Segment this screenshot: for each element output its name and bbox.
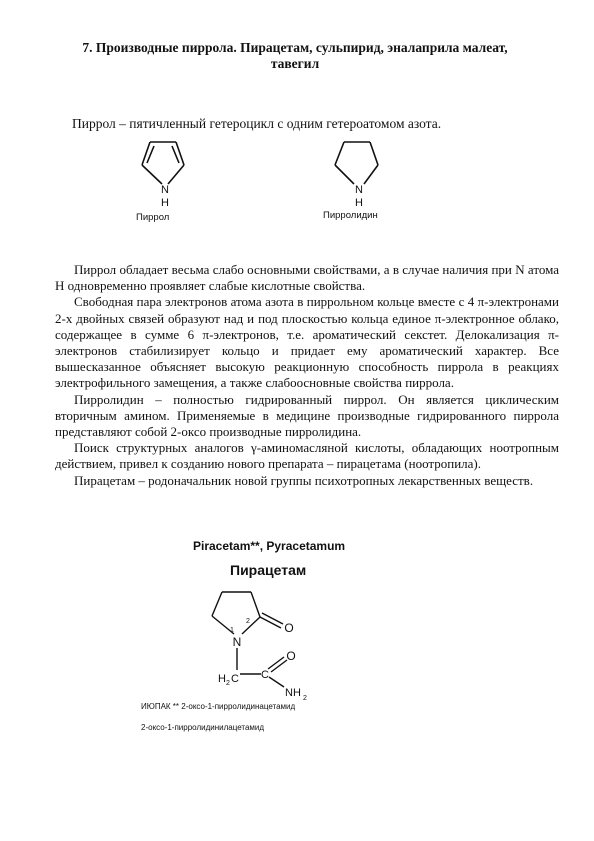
pyrrolidine-structure xyxy=(326,136,396,216)
paragraph: Пирролидин – полностью гидрированный пиррол. Он является циклическим вторичным амином. Применяемые в медицине производные гидрированного пиррола представляют собой 2-оксо производные пирролидина. xyxy=(55,391,559,440)
piracetam-nh2-subscript: 2 xyxy=(303,695,307,702)
paragraph: Пиррол обладает весьма слабо основными свойствами, а в случае наличия при N атома Н одновременно проявляет слабые кислотные свойства. xyxy=(55,262,559,294)
intro-text: Пиррол – пятичленный гетероцикл с одним гетероатомом азота. xyxy=(72,116,442,131)
iupac-name: ИЮПАК ** 2-оксо-1-пирролидинацетамид xyxy=(141,702,296,711)
piracetam-number-2: 2 xyxy=(246,618,250,625)
drug-latin-name: Piracetam**, Pyracetamum xyxy=(193,539,346,553)
drug-russian-name: Пирацетам xyxy=(230,562,307,578)
pyrrolidine-h-label: H xyxy=(355,197,363,209)
page-title: 7. Производные пиррола. Пирацетам, сульпирид, эналаприла малеат, тавегил xyxy=(82,40,508,71)
piracetam-ch2-subscript: 2 xyxy=(226,680,230,687)
piracetam-structure xyxy=(196,584,326,704)
pyrrole-caption: Пиррол xyxy=(136,212,170,223)
piracetam-ring-o-label: O xyxy=(284,621,294,635)
piracetam-ch2-h-label: H xyxy=(218,673,226,685)
piracetam-ch2-c-label: C xyxy=(231,673,239,685)
pyrrole-structure xyxy=(132,136,202,216)
piracetam-number-1: 1 xyxy=(230,627,234,634)
piracetam-nh-label: NH xyxy=(285,687,301,699)
pyrrole-n-label: N xyxy=(161,184,169,196)
piracetam-amide-o-label: O xyxy=(286,649,296,663)
pyrrole-h-label: H xyxy=(161,197,169,209)
pyrrolidine-caption: Пирролидин xyxy=(323,210,378,221)
piracetam-n-label: N xyxy=(232,635,242,649)
paragraph: Свободная пара электронов атома азота в пиррольном кольце вместе с 4 π-электронами 2-х двойных связей образуют над и под плоскостью кольца единое π-электронное облако, содержащее в сумме 6 π-электронов, т.е. ароматический секстет. Делокализация π-электронов стабилизирует кольцо и придает ему ароматический характер. Все вышесказанное объясняет высокую реакционную способность пиррола в реакциях электрофильного замещения, а также слабоосновные свойства пиррола. xyxy=(55,294,559,391)
alternative-chemical-name: 2-оксо-1-пирролидинилацетамид xyxy=(141,723,265,732)
paragraph: Пирацетам – родоначальник новой группы психотропных лекарственных веществ. xyxy=(74,472,534,488)
piracetam-carbonyl-c-label: C xyxy=(261,669,269,681)
body-text xyxy=(55,262,559,489)
pyrrolidine-n-label: N xyxy=(355,184,363,196)
paragraph: Поиск структурных аналогов γ-аминомасляной кислоты, обладающих ноотропным действием, привел к созданию нового препарата – пирацетама (ноотропила). xyxy=(55,440,559,472)
